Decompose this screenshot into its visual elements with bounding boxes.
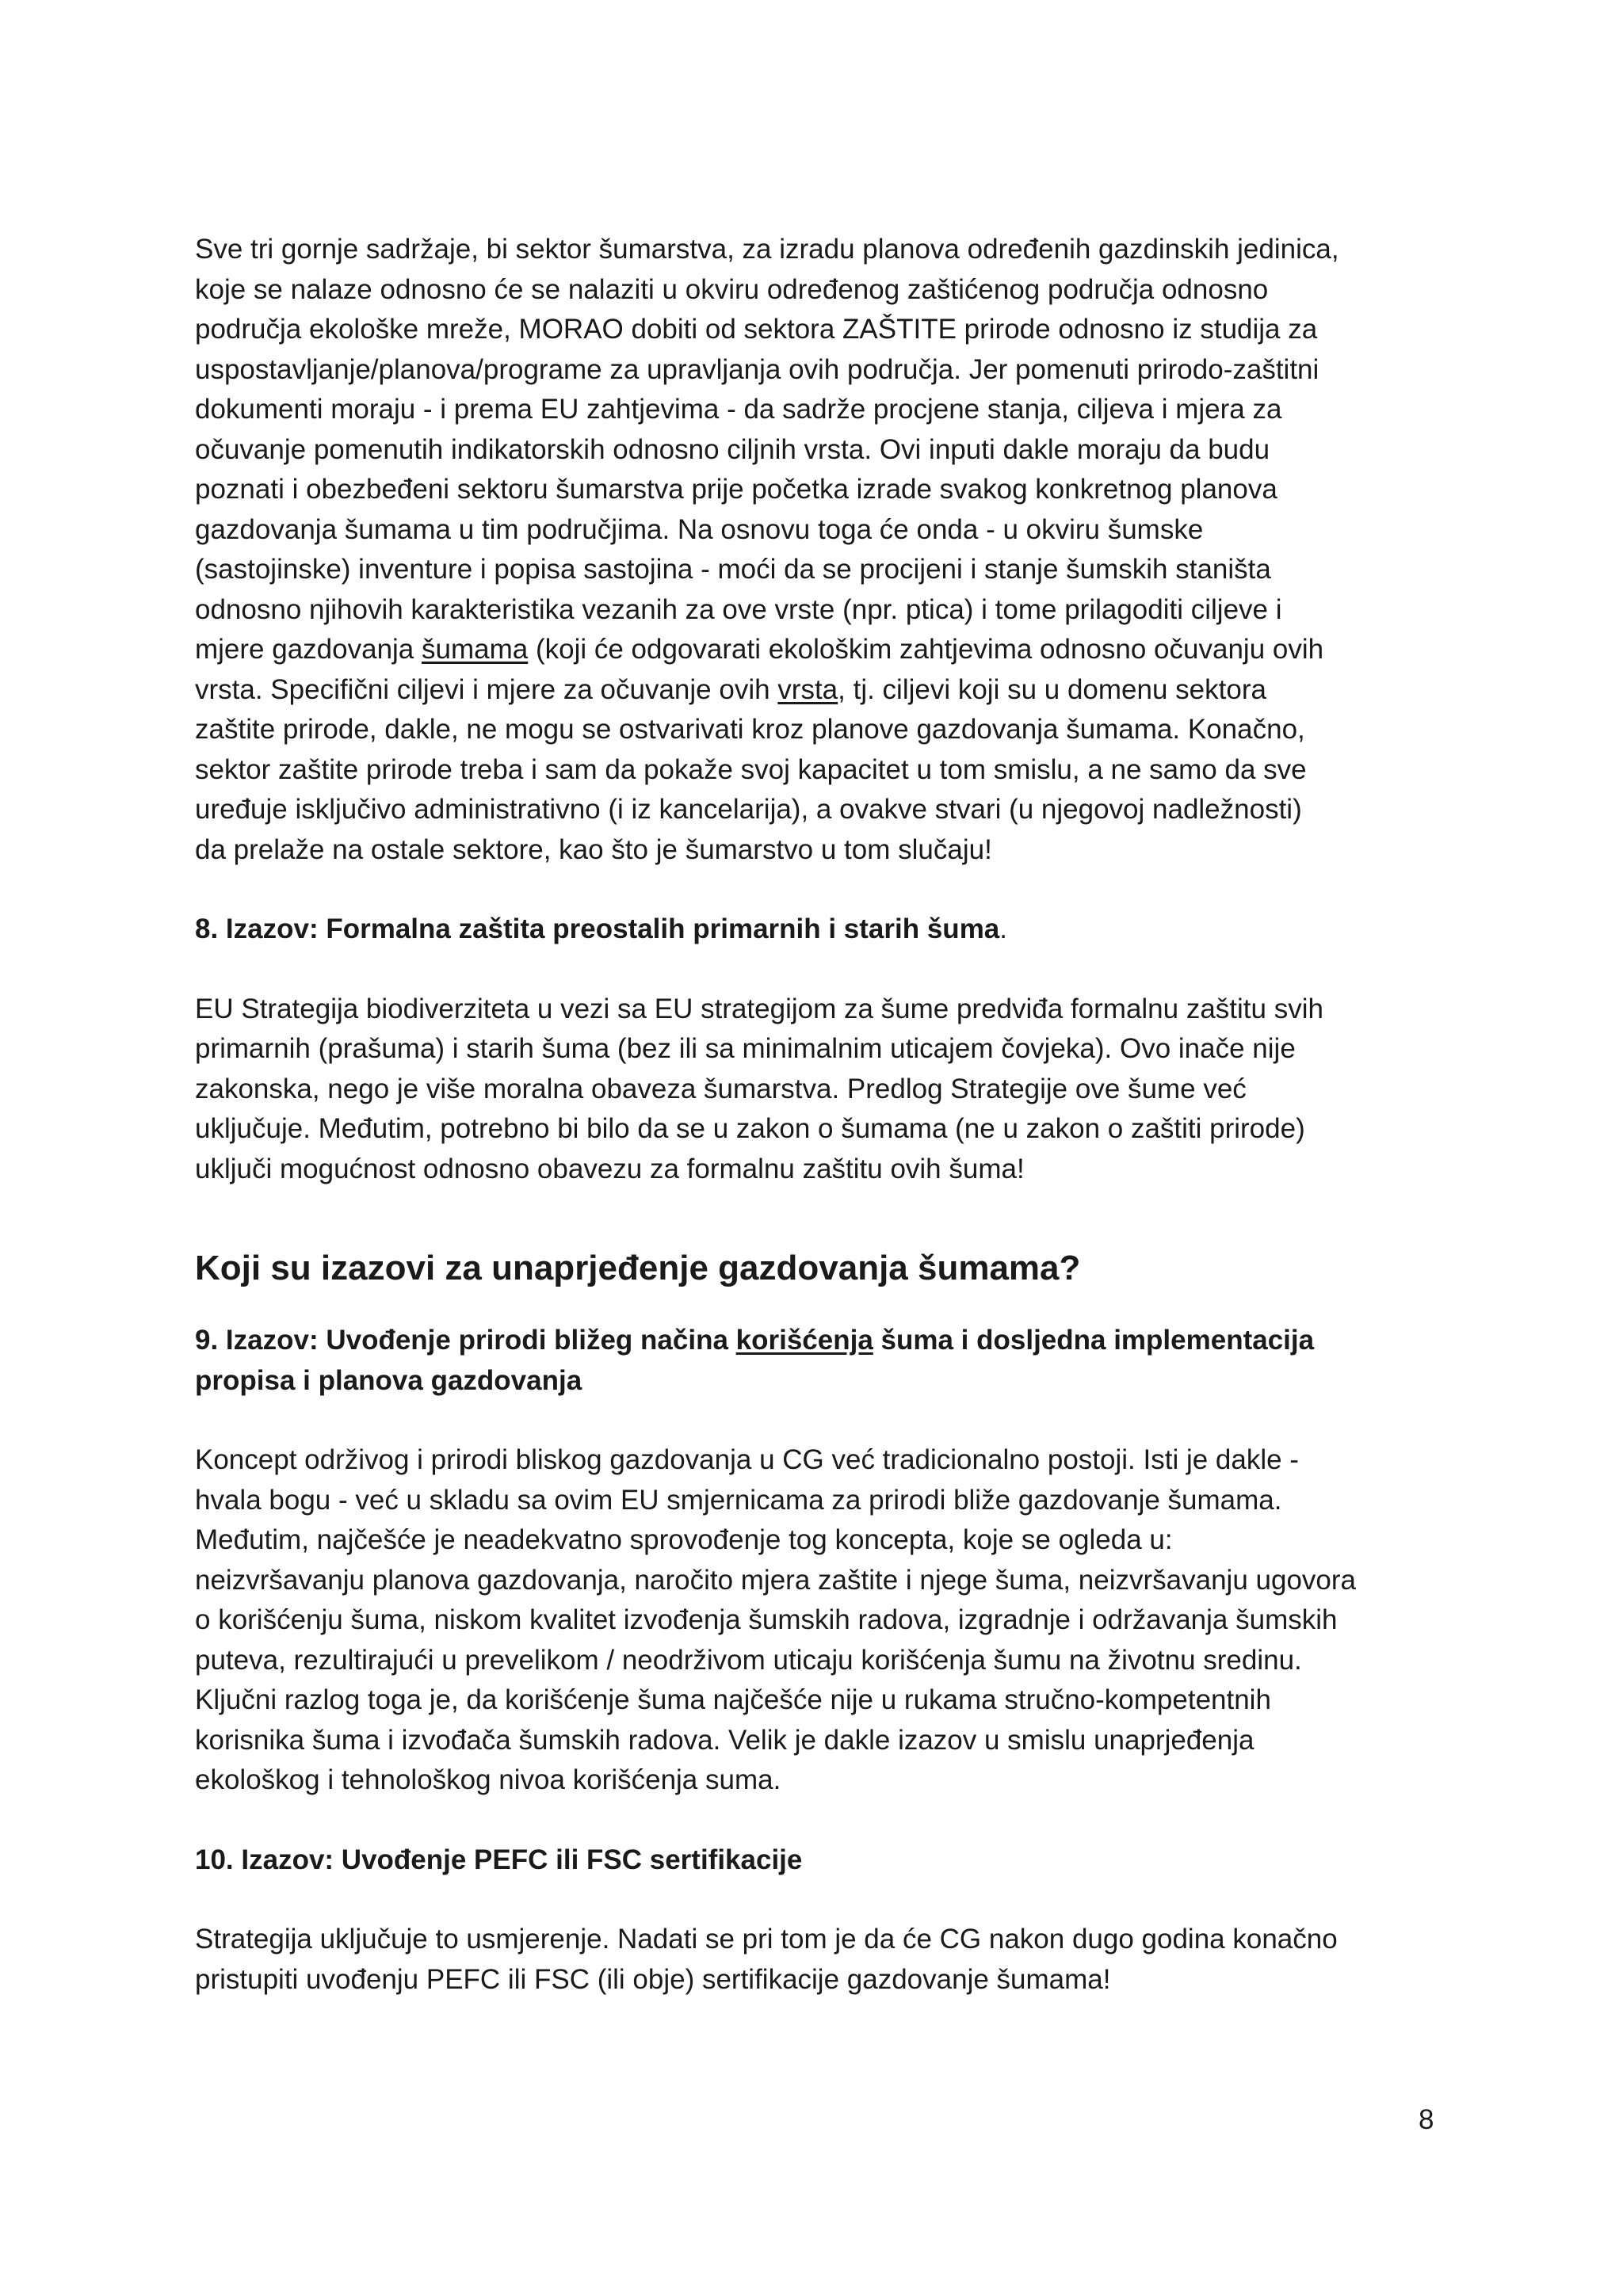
paragraph-line (195, 630, 1455, 670)
paragraph-line: da prelaže na ostale sektore, kao što je šumarstvo u tom slučaju! (195, 833, 992, 865)
spacer (195, 1189, 1455, 1245)
paragraph-line: Ključni razlog toga je, da korišćenje šuma najčešće nije u rukama stručno-kompetentnih (195, 1684, 1271, 1715)
challenge-9-heading (195, 1321, 1455, 1401)
paragraph-line: Strategija uključuje to usmjerenje. Nadati se pri tom je da će CG nakon dugo godina konačno (195, 1924, 1338, 1955)
heading-line: 10. Izazov: Uvođenje PEFC ili FSC sertifikacije (195, 1844, 803, 1875)
challenge-9-paragraph (195, 1440, 1455, 1801)
paragraph-line: Sve tri gornje sadržaje, bi sektor šumarstva, za izradu planova određenih gazdinskih jedinica, (195, 234, 1339, 265)
challenge-10-heading (195, 1840, 1455, 1881)
spacer (195, 1401, 1455, 1440)
paragraph-line: korisnika šuma i izvođača šumskih radova. Velik je dakle izazov u smislu unaprjeđenja (195, 1724, 1254, 1756)
paragraph-line: očuvanje pomenutih indikatorskih odnosno ciljnih vrsta. Ovi inputi dakle moraju da budu (195, 433, 1270, 465)
paragraph-line: gazdovanja šumama u tim područjima. Na osnovu toga će onda - u okviru šumske (195, 513, 1204, 545)
paragraph-line: neizvršavanju planova gazdovanja, naročito mjera zaštite i njege šuma, neizvršavanju ugovora (195, 1564, 1356, 1596)
text-segment: vrsta. Specifični ciljevi i mjere za očuvanje ovih (195, 673, 778, 705)
challenge-8-paragraph (195, 990, 1455, 1190)
text-segment: , tj. ciljevi koji su u domenu sektora (838, 673, 1266, 705)
paragraph-line: Međutim, najčešće je neadekvatno sprovođenje tog koncepta, koje se ogleda u: (195, 1524, 1173, 1555)
paragraph-line: EU Strategija biodiverziteta u vezi sa EU strategijom za šume predviđa formalnu zaštitu svih (195, 993, 1323, 1024)
paragraph-line: dokumenti moraju - i prema EU zahtjevima - da sadrže procjene stanja, ciljeva i mjera za (195, 394, 1282, 425)
spacer (195, 870, 1455, 910)
text-segment: mjere gazdovanja (195, 634, 422, 665)
paragraph-line (195, 670, 1455, 711)
section-title: Koji su izazovi za unaprjeđenje gazdovanja šumama? (195, 1249, 1081, 1287)
text-segment: (koji će odgovarati ekološkim zahtjevima odnosno očuvanju ovih (528, 634, 1324, 665)
intro-paragraph (195, 230, 1455, 870)
page-number: 8 (1419, 2104, 1434, 2135)
paragraph-line: pristupiti uvođenju PEFC ili FSC (ili obje) sertifikacije gazdovanje šumama! (195, 1963, 1111, 1995)
underlined-word: korišćenja (735, 1325, 873, 1356)
paragraph-line: odnosno njihovih karakteristika vezanih za ove vrste (npr. ptica) i tome prilagoditi ciljeve i (195, 593, 1282, 625)
paragraph-line: ekološkog i tehnološkog nivoa korišćenja suma. (195, 1764, 781, 1795)
heading-line (195, 910, 1455, 950)
paragraph-line: sektor zaštite prirode treba i sam da pokaže svoj kapacitet u tom smislu, a ne samo da sve (195, 753, 1307, 785)
underlined-word: vrsta (777, 673, 838, 705)
paragraph-line: zakonska, nego je više moralna obaveza šumarstva. Predlog Strategije ove šume već (195, 1073, 1247, 1104)
paragraph-line: zaštite prirode, dakle, ne mogu se ostvarivati kroz planove gazdovanja šumama. Konačno, (195, 714, 1305, 745)
paragraph-line: uključuje. Međutim, potrebno bi bilo da se u zakon o šumama (ne u zakon o zaštiti prirode) (195, 1113, 1305, 1144)
text-segment: šuma i dosljedna implementacija (873, 1325, 1315, 1356)
heading-suffix: . (999, 913, 1008, 944)
paragraph-line: Koncept održivog i prirodi bliskog gazdovanja u CG već tradicionalno postoji. Isti je dakle - (195, 1444, 1299, 1475)
heading-line: propisa i planova gazdovanja (195, 1364, 582, 1396)
paragraph-line: hvala bogu - već u skladu sa ovim EU smjernicama za prirodi bliže gazdovanje šumama. (195, 1484, 1282, 1516)
paragraph-line: uključi mogućnost odnosno obavezu za formalnu zaštitu ovih šuma! (195, 1153, 1025, 1184)
paragraph-line: koje se nalaze odnosno će se nalaziti u okviru određenog zaštićenog područja odnosno (195, 273, 1269, 305)
paragraph-line: poznati i obezbeđeni sektoru šumarstva prije početka izrade svakog konkretnog planova (195, 474, 1277, 505)
underlined-word: šumama (422, 634, 529, 665)
paragraph-line: uređuje isključivo administrativno (i iz kancelarija), a ovakve stvari (u njegovoj nadležnosti) (195, 794, 1302, 825)
challenge-heading: 8. Izazov: Formalna zaštita preostalih primarnih i starih šuma (195, 913, 1000, 944)
paragraph-line: puteva, rezultirajući u prevelikom / neodrživom uticaju korišćenja šumu na životnu sredinu. (195, 1644, 1302, 1676)
paragraph-line: područja ekološke mreže, MORAO dobiti od sektora ZAŠTITE prirode odnosno iz studija za (195, 314, 1318, 345)
spacer (195, 1292, 1455, 1321)
paragraph-line: primarnih (prašuma) i starih šuma (bez ili sa minimalnim uticajem čovjeka). Ovo inače nije (195, 1033, 1296, 1064)
challenge-8-heading (195, 910, 1455, 950)
spacer (195, 950, 1455, 990)
challenge-10-paragraph (195, 1920, 1455, 2000)
heading-line (195, 1321, 1455, 1361)
text-segment: 9. Izazov: Uvođenje prirodi bližeg načina (195, 1325, 736, 1356)
spacer (195, 1801, 1455, 1840)
document-body (195, 230, 1455, 2000)
paragraph-line: (sastojinske) inventure i popisa sastojina - moći da se procijeni i stanje šumskih staništa (195, 554, 1271, 585)
paragraph-line: o korišćenju šuma, niskom kvalitet izvođenja šumskih radova, izgradnje i održavanja šumskih (195, 1604, 1338, 1635)
paragraph-line: uspostavljanje/planova/programe za upravljanja ovih područja. Jer pomenuti prirodo-zaštitni (195, 353, 1319, 385)
spacer (195, 1880, 1455, 1920)
